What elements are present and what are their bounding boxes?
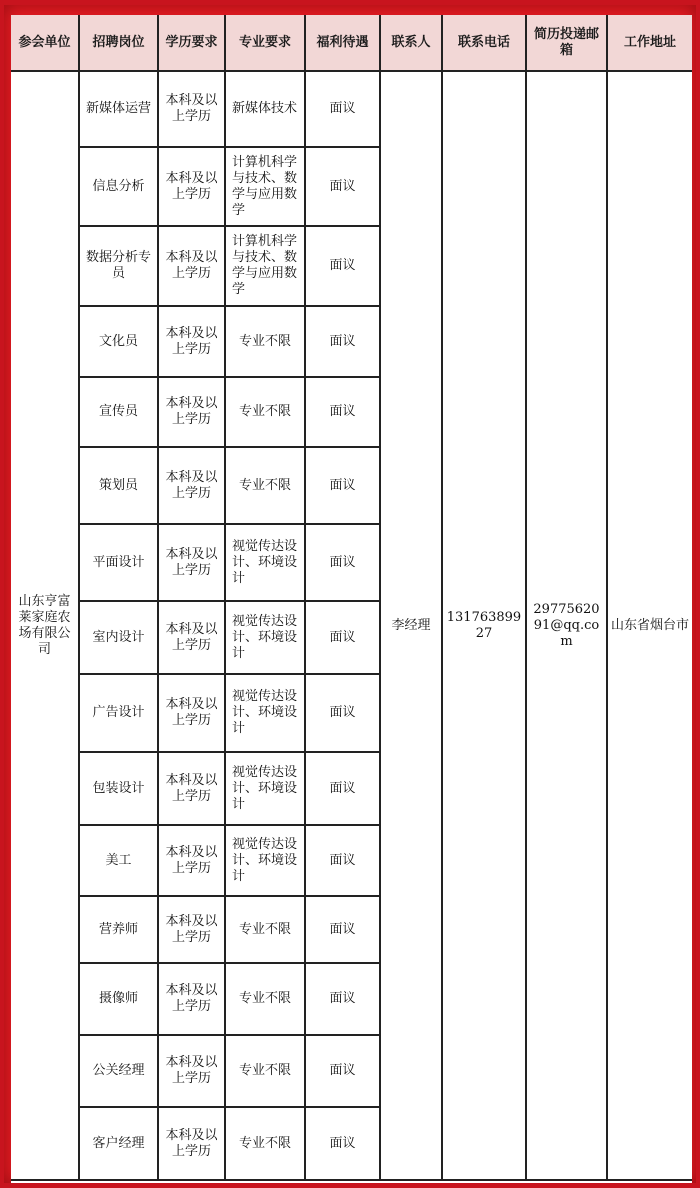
- education-cell: 本科及以上学历: [158, 71, 225, 147]
- position-cell: 公关经理: [79, 1035, 158, 1107]
- education-cell: 本科及以上学历: [158, 752, 225, 825]
- education-cell: 本科及以上学历: [158, 1107, 225, 1180]
- position-cell: 宣传员: [79, 377, 158, 447]
- major-cell: 计算机科学与技术、数学与应用数学: [225, 226, 305, 306]
- major-cell: 视觉传达设计、环境设计: [225, 601, 305, 674]
- recruitment-sheet: [11, 15, 692, 1183]
- education-cell: 本科及以上学历: [158, 896, 225, 963]
- education-cell: 本科及以上学历: [158, 825, 225, 896]
- position-cell: 信息分析: [79, 147, 158, 226]
- header-major: 专业要求: [225, 15, 305, 71]
- benefits-cell: 面议: [305, 306, 380, 377]
- position-cell: 营养师: [79, 896, 158, 963]
- position-cell: 数据分析专员: [79, 226, 158, 306]
- position-cell: 策划员: [79, 447, 158, 524]
- major-cell: 视觉传达设计、环境设计: [225, 825, 305, 896]
- header-email: 简历投递邮箱: [526, 15, 607, 71]
- major-cell: 专业不限: [225, 963, 305, 1035]
- position-cell: 摄像师: [79, 963, 158, 1035]
- major-cell: 专业不限: [225, 306, 305, 377]
- education-cell: 本科及以上学历: [158, 377, 225, 447]
- header-contact: 联系人: [380, 15, 442, 71]
- education-cell: 本科及以上学历: [158, 601, 225, 674]
- benefits-cell: 面议: [305, 752, 380, 825]
- major-cell: 视觉传达设计、环境设计: [225, 524, 305, 601]
- benefits-cell: 面议: [305, 524, 380, 601]
- major-cell: 计算机科学与技术、数学与应用数学: [225, 147, 305, 226]
- header-row: [11, 15, 692, 71]
- major-cell: 专业不限: [225, 1035, 305, 1107]
- education-cell: 本科及以上学历: [158, 226, 225, 306]
- benefits-cell: 面议: [305, 147, 380, 226]
- position-cell: 广告设计: [79, 674, 158, 752]
- education-cell: 本科及以上学历: [158, 306, 225, 377]
- benefits-cell: 面议: [305, 1035, 380, 1107]
- education-cell: 本科及以上学历: [158, 447, 225, 524]
- phone-cell: 13176389927: [442, 71, 526, 1180]
- benefits-cell: 面议: [305, 71, 380, 147]
- major-cell: 专业不限: [225, 447, 305, 524]
- benefits-cell: 面议: [305, 1107, 380, 1180]
- major-cell: 专业不限: [225, 1107, 305, 1180]
- position-cell: 美工: [79, 825, 158, 896]
- table-row: [11, 71, 692, 147]
- education-cell: 本科及以上学历: [158, 524, 225, 601]
- position-cell: 包装设计: [79, 752, 158, 825]
- position-cell: 新媒体运营: [79, 71, 158, 147]
- benefits-cell: 面议: [305, 963, 380, 1035]
- company-cell: 山东亨富莱家庭农场有限公司: [11, 71, 79, 1180]
- position-cell: 文化员: [79, 306, 158, 377]
- benefits-cell: 面议: [305, 601, 380, 674]
- header-position: 招聘岗位: [79, 15, 158, 71]
- education-cell: 本科及以上学历: [158, 1035, 225, 1107]
- education-cell: 本科及以上学历: [158, 674, 225, 752]
- contact-cell: 李经理: [380, 71, 442, 1180]
- benefits-cell: 面议: [305, 447, 380, 524]
- benefits-cell: 面议: [305, 226, 380, 306]
- benefits-cell: 面议: [305, 674, 380, 752]
- major-cell: 专业不限: [225, 377, 305, 447]
- header-phone: 联系电话: [442, 15, 526, 71]
- header-benefits: 福利待遇: [305, 15, 380, 71]
- benefits-cell: 面议: [305, 825, 380, 896]
- education-cell: 本科及以上学历: [158, 147, 225, 226]
- major-cell: 视觉传达设计、环境设计: [225, 752, 305, 825]
- benefits-cell: 面议: [305, 377, 380, 447]
- red-border-frame: [4, 5, 696, 1183]
- position-cell: 客户经理: [79, 1107, 158, 1180]
- recruitment-table: [11, 15, 692, 1181]
- education-cell: 本科及以上学历: [158, 963, 225, 1035]
- major-cell: 视觉传达设计、环境设计: [225, 674, 305, 752]
- position-cell: 平面设计: [79, 524, 158, 601]
- position-cell: 室内设计: [79, 601, 158, 674]
- email-cell: 2977562091@qq.com: [526, 71, 607, 1180]
- header-company: 参会单位: [11, 15, 79, 71]
- header-address: 工作地址: [607, 15, 692, 71]
- major-cell: 专业不限: [225, 896, 305, 963]
- address-cell: 山东省烟台市: [607, 71, 692, 1180]
- header-education: 学历要求: [158, 15, 225, 71]
- benefits-cell: 面议: [305, 896, 380, 963]
- major-cell: 新媒体技术: [225, 71, 305, 147]
